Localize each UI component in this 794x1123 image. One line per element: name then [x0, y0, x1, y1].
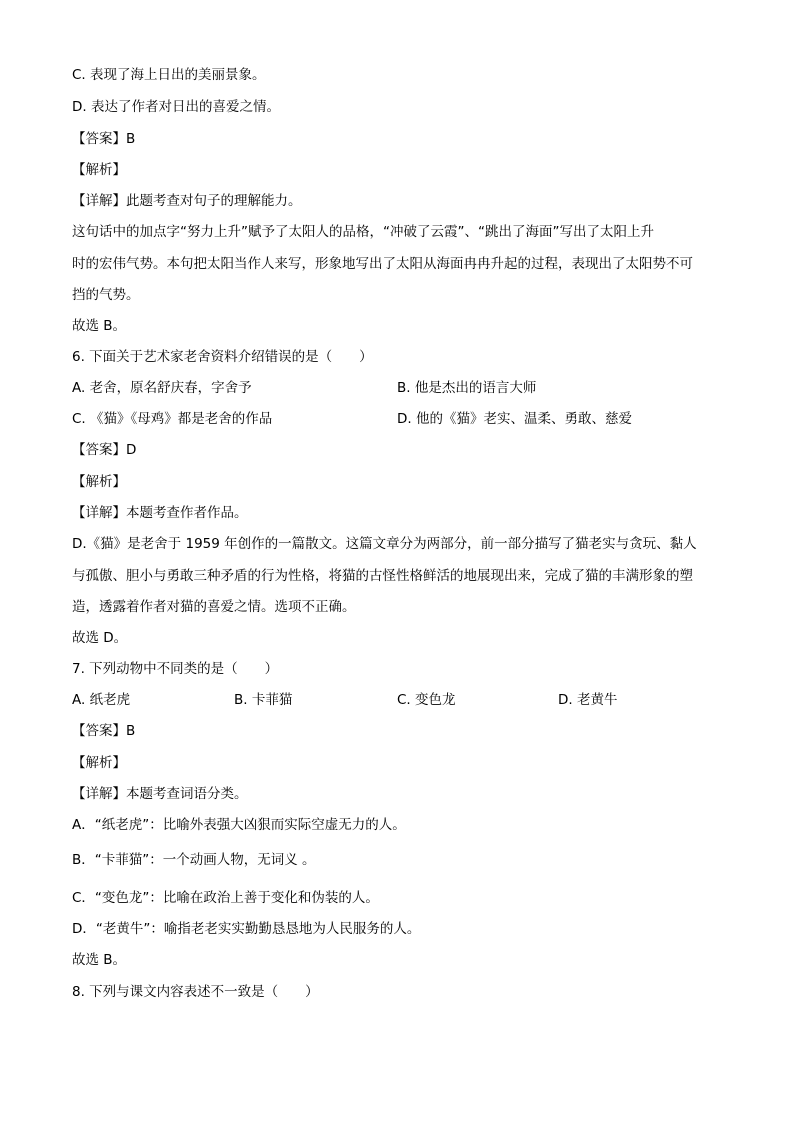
q7-item-a: A．“纸老虎”：比喻外表强大凶狠而实际空虚无力的人。: [72, 817, 406, 833]
q6-body-line-2: 与孤傲、胆小与勇敢三种矛盾的行为性格，将猫的古怪性格鲜活的地展现出来，完成了猫的丰满形象的塑: [72, 568, 693, 584]
q6-option-c: C. 《猫》《母鸡》都是老舍的作品: [72, 411, 273, 427]
q5-body-line-2: 时的宏伟气势。本句把太阳当作人来写，形象地写出了太阳从海面冉冉升起的过程，表现出了太阳势不可: [72, 256, 693, 272]
q7-conclusion: 故选 B。: [72, 952, 127, 968]
q7-analysis-heading: 【解析】: [72, 755, 126, 771]
q6-analysis-heading: 【解析】: [72, 474, 126, 490]
q7-option-b: B. 卡菲猫: [234, 692, 293, 708]
q8-question: 8. 下列与课文内容表述不一致是（ ）: [72, 984, 319, 1000]
q7-question: 7. 下列动物中不同类的是（ ）: [72, 661, 279, 677]
q7-option-d: D. 老黄牛: [558, 692, 618, 708]
q6-option-b: B. 他是杰出的语言大师: [397, 380, 537, 396]
q6-answer: 【答案】D: [72, 442, 137, 458]
q5-conclusion: 故选 B。: [72, 318, 127, 334]
q7-item-b: B．“卡菲猫”：一个动画人物，无词义 。: [72, 852, 316, 868]
q6-body-line-1: D.《猫》是老舍于 1959 年创作的一篇散文。这篇文章分为两部分，前一部分描写了猫老实与贪玩、黏人: [72, 536, 697, 552]
q7-detail: 【详解】本题考查词语分类。: [72, 786, 248, 802]
q5-option-d: D. 表达了作者对日出的喜爱之情。: [72, 99, 280, 115]
q6-question: 6. 下面关于艺术家老舍资料介绍错误的是（ ）: [72, 349, 373, 365]
q5-body-line-3: 挡的气势。: [72, 287, 140, 303]
q5-answer: 【答案】B: [72, 131, 136, 147]
q5-detail: 【详解】此题考查对句子的理解能力。: [72, 193, 302, 209]
q5-body-line-1: 这句话中的加点字“努力上升”赋予了太阳人的品格，“冲破了云霞”、“跳出了海面”写出了太阳上升: [72, 224, 654, 240]
q7-item-c: C．“变色龙”：比喻在政治上善于变化和伪装的人。: [72, 890, 379, 906]
q5-analysis-heading: 【解析】: [72, 162, 126, 178]
q6-conclusion: 故选 D。: [72, 630, 128, 646]
q6-body-line-3: 造，透露着作者对猫的喜爱之情。选项不正确。: [72, 599, 356, 615]
q6-detail: 【详解】本题考查作者作品。: [72, 505, 248, 521]
q7-answer: 【答案】B: [72, 723, 136, 739]
q6-option-d: D. 他的《猫》老实、温柔、勇敢、慈爱: [397, 411, 632, 427]
q7-item-d: D．“老黄牛”：喻指老老实实勤勤恳恳地为人民服务的人。: [72, 921, 421, 937]
q7-option-c: C. 变色龙: [397, 692, 456, 708]
q5-option-c: C. 表现了海上日出的美丽景象。: [72, 67, 266, 83]
q6-option-a: A. 老舍，原名舒庆春，字舍予: [72, 380, 252, 396]
q7-option-a: A. 纸老虎: [72, 692, 131, 708]
